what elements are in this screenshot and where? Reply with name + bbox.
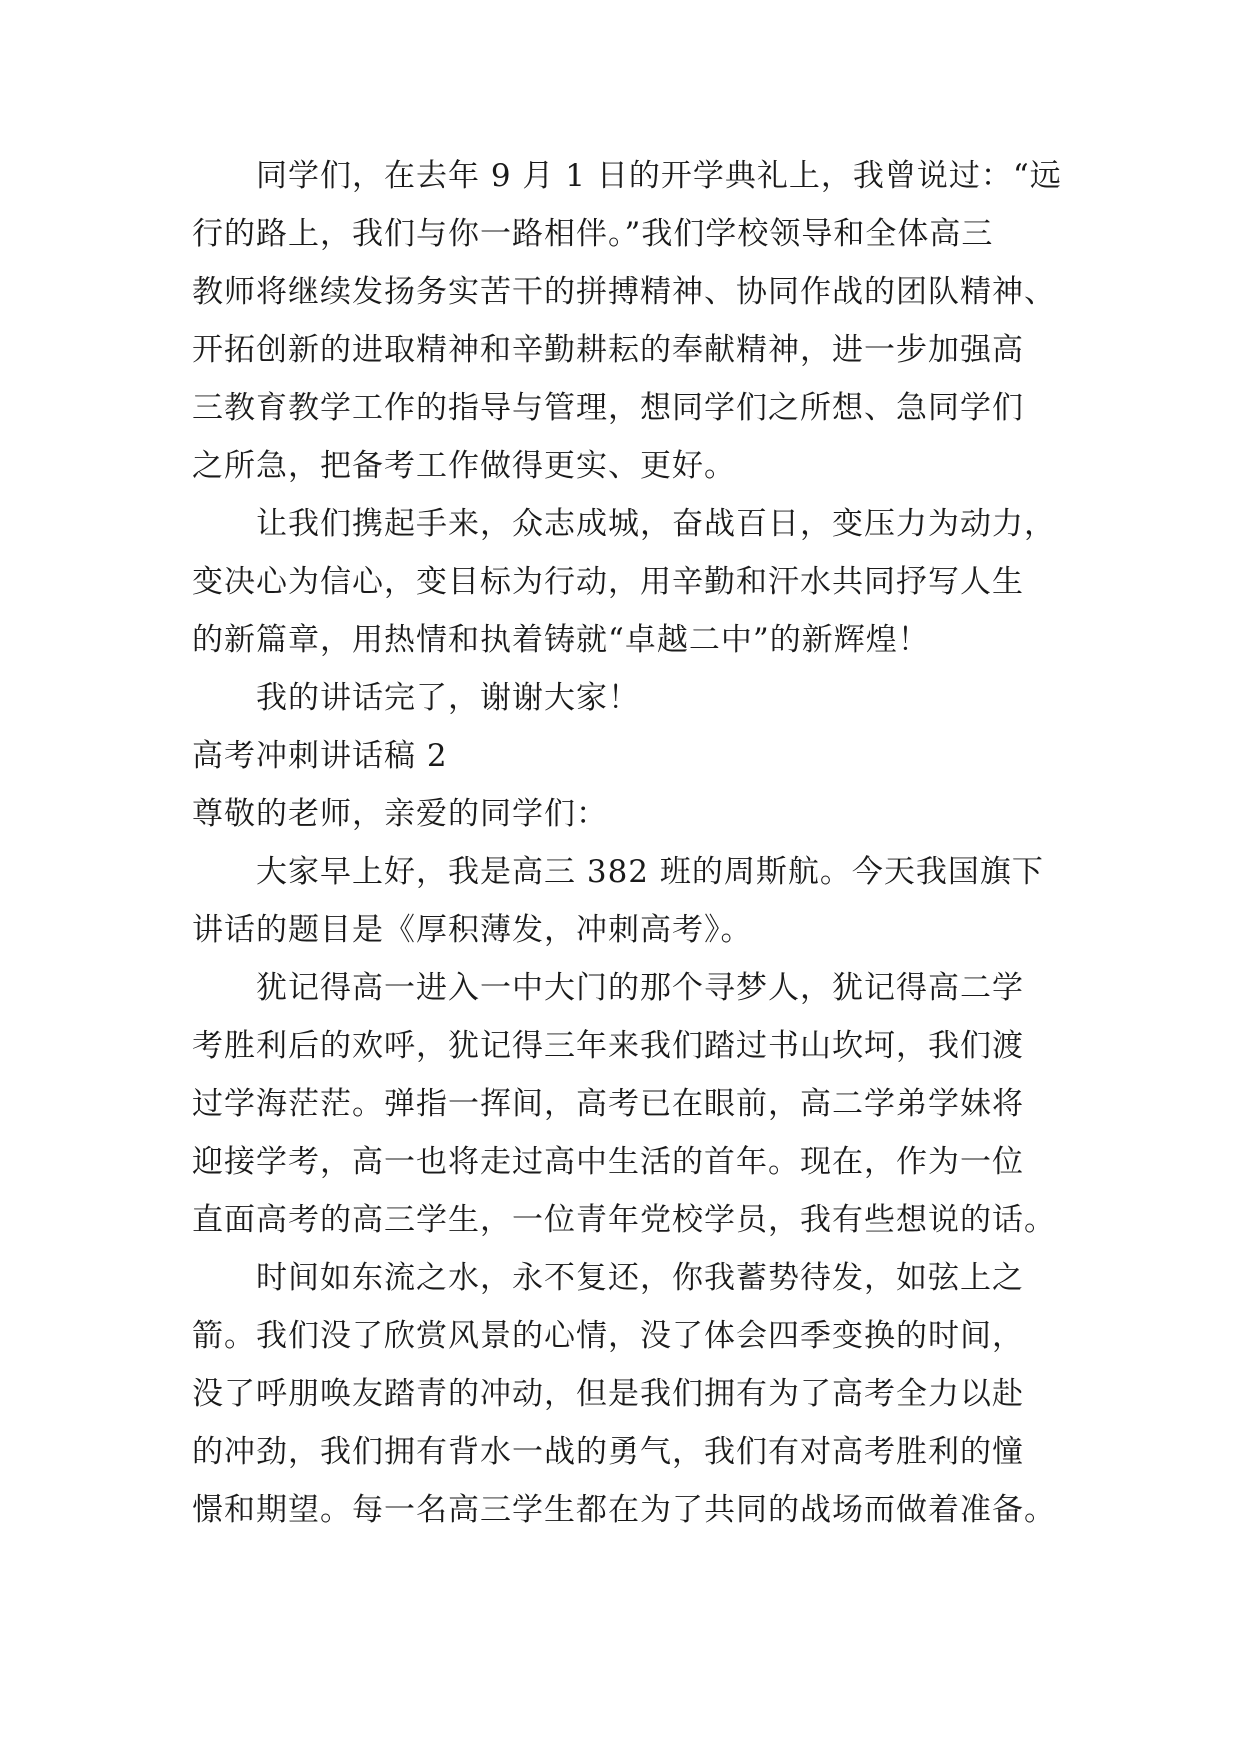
paragraph-line: 开拓创新的进取精神和辛勤耕耘的奉献精神，进一步加强高 (192, 332, 1024, 368)
paragraph-line: 行的路上，我们与你一路相伴。”我们学校领导和全体高三 (192, 216, 994, 252)
paragraph-line: 迎接学考，高一也将走过高中生活的首年。现在，作为一位 (192, 1144, 1024, 1180)
section-heading: 高考冲刺讲话稿 2 (192, 738, 448, 774)
paragraph-line: 变决心为信心，变目标为行动，用辛勤和汗水共同抒写人生 (192, 564, 1024, 600)
paragraph-line: 让我们携起手来，众志成城，奋战百日，变压力为动力， (256, 506, 1056, 542)
salutation: 尊敬的老师，亲爱的同学们： (192, 796, 608, 832)
paragraph-line: 直面高考的高三学生，一位青年党校学员，我有些想说的话。 (192, 1202, 1056, 1238)
paragraph-line: 大家早上好，我是高三 382 班的周斯航。今天我国旗下 (256, 854, 1044, 890)
paragraph-line: 没了呼朋唤友踏青的冲动，但是我们拥有为了高考全力以赴 (192, 1376, 1024, 1412)
paragraph-line: 我的讲话完了，谢谢大家！ (256, 680, 640, 716)
paragraph-line: 过学海茫茫。弹指一挥间，高考已在眼前，高二学弟学妹将 (192, 1086, 1024, 1122)
paragraph-line: 时间如东流之水，永不复还，你我蓄势待发，如弦上之 (256, 1260, 1024, 1296)
paragraph-line: 箭。我们没了欣赏风景的心情，没了体会四季变换的时间， (192, 1318, 1024, 1354)
paragraph-line: 教师将继续发扬务实苦干的拼搏精神、协同作战的团队精神、 (192, 274, 1056, 310)
paragraph-line: 犹记得高一进入一中大门的那个寻梦人，犹记得高二学 (256, 970, 1024, 1006)
paragraph-line: 考胜利后的欢呼，犹记得三年来我们踏过书山坎坷，我们渡 (192, 1028, 1024, 1064)
paragraph-line: 讲话的题目是《厚积薄发，冲刺高考》。 (192, 912, 753, 948)
paragraph-line: 的新篇章，用热情和执着铸就“卓越二中”的新辉煌！ (192, 622, 930, 658)
paragraph-line: 的冲劲，我们拥有背水一战的勇气，我们有对高考胜利的憧 (192, 1434, 1024, 1470)
paragraph-line: 憬和期望。每一名高三学生都在为了共同的战场而做着准备。 (192, 1492, 1056, 1528)
paragraph-line: 同学们，在去年 9 月 1 日的开学典礼上，我曾说过：“远 (256, 158, 1062, 194)
paragraph-line: 三教育教学工作的指导与管理，想同学们之所想、急同学们 (192, 390, 1024, 426)
paragraph-line: 之所急，把备考工作做得更实、更好。 (192, 448, 736, 484)
